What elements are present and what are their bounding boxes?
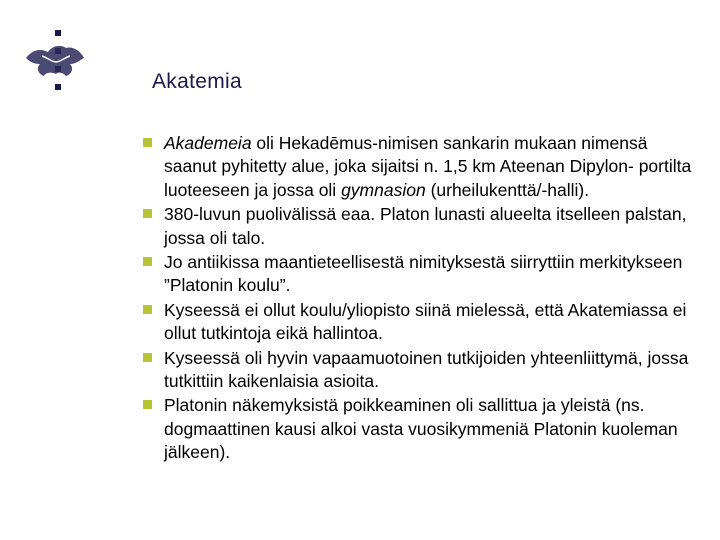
university-helsinki-logo-icon xyxy=(22,28,90,98)
bullet-text: Akademeia xyxy=(164,133,252,153)
bullet-square-icon xyxy=(143,209,152,218)
bullet-item xyxy=(142,347,698,394)
bullet-text: Kyseessä ei ollut koulu/yliopisto siinä mielessä, että Akatemiassa ei ollut tutkintoja eikä hallintoa. xyxy=(164,299,687,344)
bullet-square-icon xyxy=(143,138,152,147)
bullet-item xyxy=(142,299,698,346)
bullet-text: 380-luvun puolivälissä eaa. Platon lunasti alueelta itselleen palstan, jossa oli talo. xyxy=(164,204,687,248)
bullet-text: Kyseessä oli hyvin vapaamuotoinen tutkijoiden yhteenliittymä, jossa tutkittiin kaikenlaisia asioita. xyxy=(164,347,689,392)
bullet-text: oli Hekadēmus-nimisen sankarin mukaan nimensä saanut pyhitetty alue, joka sijaitsi n. 1,5 km Ateenan Dipylon- portilta luoteeseen ja jossa oli xyxy=(164,133,692,200)
bullet-text: gymnasion xyxy=(341,179,426,200)
bullet-item xyxy=(142,394,698,464)
bullet-text: Jo antiikissa maantieteellisestä nimityksestä siirryttiin merkitykseen ”Platonin koulu”. xyxy=(164,252,683,296)
bullet-item xyxy=(142,251,698,298)
bullet-text: (urheilukenttä/-halli). xyxy=(425,179,590,200)
bullet-text: Platonin näkemyksistä poikkeaminen oli sallittua ja yleistä (ns. dogmaattinen kausi alkoi vasta vuosikymmeniä Platonin kuoleman jälkeen). xyxy=(164,395,678,463)
bullet-item xyxy=(142,132,698,202)
slide-title: Akatemia xyxy=(152,70,242,93)
bullet-square-icon xyxy=(143,305,152,314)
bullet-list xyxy=(142,132,698,465)
bullet-square-icon xyxy=(143,400,152,409)
bullet-item xyxy=(142,203,698,250)
bullet-square-icon xyxy=(143,257,152,266)
bullet-square-icon xyxy=(143,353,152,362)
